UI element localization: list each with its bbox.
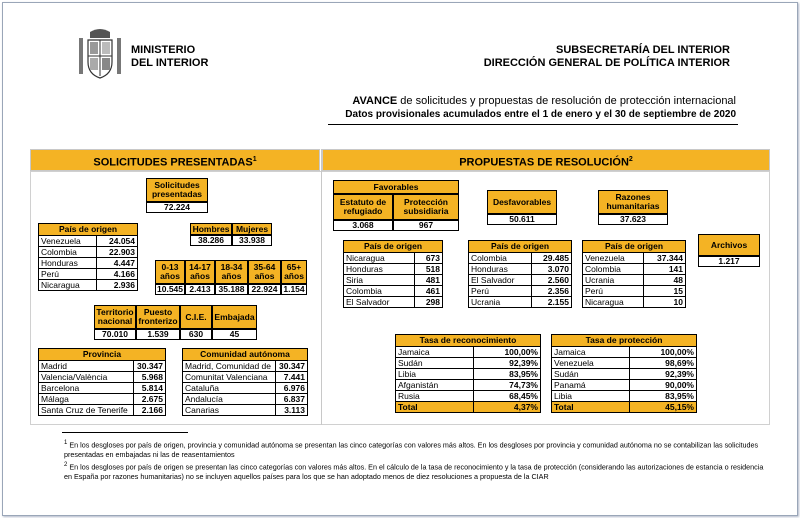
desfavorables-label: Desfavorables [487,190,557,214]
edad-35-64-label: 35-64 años [248,260,281,284]
footnote-1: $^1$ En los desgloses por país de origen, provincia y comunidad autónoma se presentan las cinco categorías con valores más altos. En los desgloses por provincia y comunidad autónoma no se contabilizan las solicitudes presentadas en embajadas ni las de reasentamientos [64,440,759,460]
razones-humanitarias-label: Razones humanitarias [598,190,668,214]
solicitudes-label: Solicitudes presentadas [146,178,208,202]
edad-14-17-label: 14-17 años [185,260,215,284]
proteccion-subsidiaria-label: Protección subsidiaria [393,194,459,220]
embajada-value: 45 [212,329,257,340]
razones-humanitarias-value: 37.623 [598,214,668,225]
propuestas-section-header: PROPUESTAS DE RESOLUCIÓN$^2$ [322,149,770,171]
solicitudes-section-header: SOLICITUDES PRESENTADAS$^1$ [30,149,320,171]
footnote-rule [62,432,188,433]
proteccion-subsidiaria-value: 967 [393,220,459,231]
archivos-value: 1.217 [698,256,760,267]
embajada-label: Embajada [212,305,257,329]
cie-label: C.I.E. [180,305,212,329]
hombres-label: Hombres [190,223,232,235]
edad-14-17-value: 2.413 [185,284,215,295]
mujeres-label: Mujeres [232,223,272,235]
pais-origen-table: País de origen Venezuela 24.054 Colombia 22.903 Honduras 4.447 Perú 4.166 Nicaragua 2.936 [38,223,138,291]
coat-of-arms-icon [75,28,125,80]
puesto-fronterizo-value: 1.539 [136,329,180,340]
tasa-proteccion-table: Tasa de protección Jamaica 100,00% Venezuela 98,69% Sudán 92,39% Panamá 90,00% Libia 83,95% Total 45,15% [551,334,697,413]
favorables-label: Favorables [333,180,459,194]
estatuto-refugiado-value: 3.068 [333,220,393,231]
ministry-name: MINISTERIO DEL INTERIOR [131,44,209,69]
comunidad-table: Comunidad autónoma Madrid, Comunidad de 30.347 Comunitat Valenciana 7.441 Cataluña 6.976 Andalucía 6.837 Canarias 3.113 [182,348,308,416]
archivos-label: Archivos [698,234,760,256]
territorio-label: Territorio nacional [94,305,136,329]
provincia-table: Provincia Madrid 30.347 Valencia/València 5.968 Barcelona 5.814 Málaga 2.675 Santa Cruz de Tenerife 2.166 [38,348,166,416]
pais-razones-table: País de origen Venezuela 37.344 Colombia 141 Ucrania 48 Perú 15 Nicaragua 10 [582,240,686,308]
edad-18-34-value: 35.188 [215,284,248,295]
pais-favorables-table: País de origen Nicaragua 673 Honduras 518 Siria 481 Colombia 461 El Salvador 298 [343,240,443,308]
mujeres-value: 33.938 [232,235,272,246]
solicitudes-value: 72.224 [146,202,208,213]
territorio-value: 70.010 [94,329,136,340]
puesto-fronterizo-label: Puesto fronterizo [136,305,180,329]
estatuto-refugiado-label: Estatuto de refugiado [333,194,393,220]
edad-18-34-label: 18-34 años [215,260,248,284]
title-rule [328,124,738,125]
subsecretaria-name: SUBSECRETARÍA DEL INTERIOR DIRECCIÓN GENERAL DE POLÍTICA INTERIOR [483,44,730,69]
tasa-reconocimiento-table: Tasa de reconocimiento Jamaica 100,00% Sudán 92,39% Libia 83,95% Afganistán 74,73% Rusia 68,45% Total 4,37% [395,334,541,413]
edad-35-64-value: 22.924 [248,284,281,295]
pais-desfavorables-table: País de origen Colombia 29.485 Honduras 3.070 El Salvador 2.560 Perú 2.356 Ucrania 2.155 [468,240,572,308]
edad-65-label: 65+ años [281,260,307,284]
report-title: AVANCE de solicitudes y propuestas de resolución de protección internacional Datos provisionales acumulados entre el 1 de enero y el 30 de septiembre de 2020 [345,95,736,120]
edad-0-13-value: 10.545 [157,284,183,294]
cie-value: 630 [180,329,212,340]
edad-65-value: 1.154 [281,284,307,295]
footnote-2: $^2$ En los desgloses por país de origen se presentan las cinco categorías con valores más altos. En el cálculo de la tasa de reconocimiento y la tasa de protección (considerando las autorizaciones de estancia o residencia en España por razones humanitarias) no se incluyen aquellos países para los que se han adoptado menos de diez resoluciones a propuesta de la CIAR [64,462,764,482]
edad-0-13-label: 0-13 años [155,260,185,284]
desfavorables-value: 50.611 [487,214,557,225]
hombres-value: 38.286 [190,235,232,246]
section-divider [321,149,322,425]
